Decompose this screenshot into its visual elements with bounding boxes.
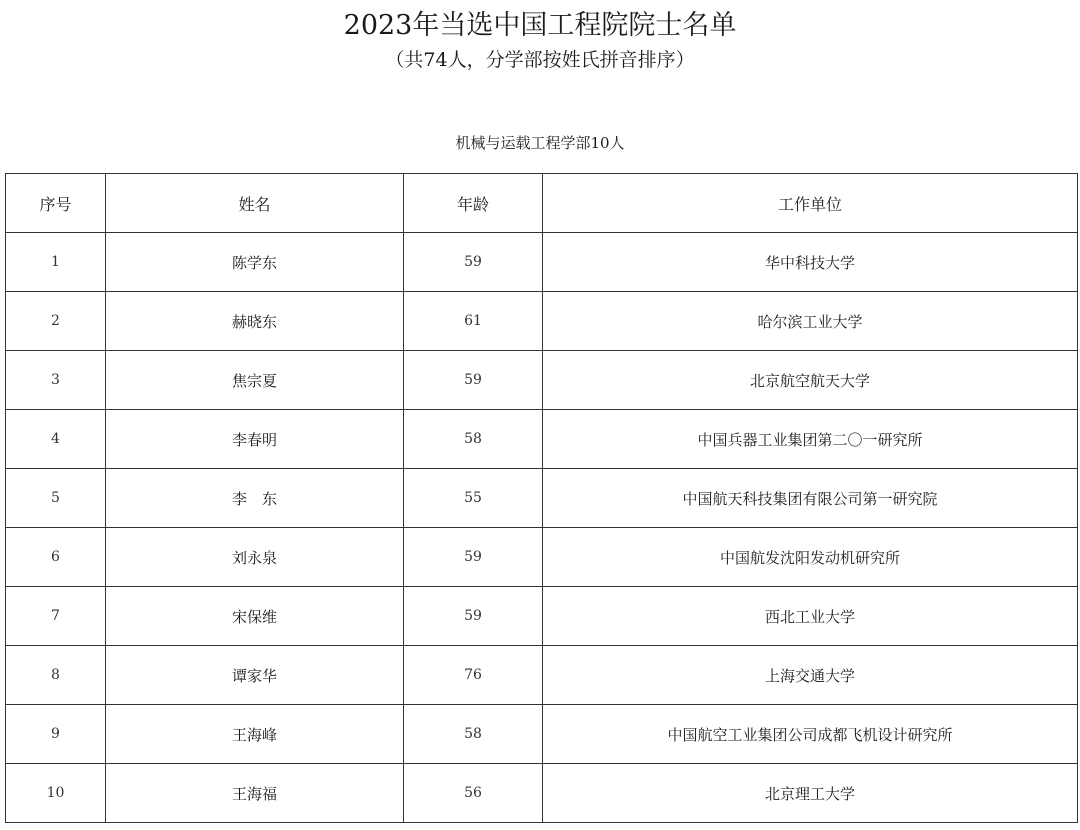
- row-affiliation: 北京理工大学: [543, 764, 1078, 823]
- table-row: [6, 705, 1078, 764]
- row-index: 2: [6, 292, 106, 351]
- table-row: [6, 233, 1078, 292]
- row-age: 55: [404, 469, 543, 528]
- row-name: 谭家华: [106, 646, 404, 705]
- header-index: 序号: [6, 174, 106, 233]
- row-name: 宋保维: [106, 587, 404, 646]
- row-affiliation: 西北工业大学: [543, 587, 1078, 646]
- row-affiliation: 中国航空工业集团公司成都飞机设计研究所: [543, 705, 1078, 764]
- row-index: 6: [6, 528, 106, 587]
- table-row: [6, 646, 1078, 705]
- row-name: 王海峰: [106, 705, 404, 764]
- row-affiliation: 华中科技大学: [543, 233, 1078, 292]
- table-row: [6, 528, 1078, 587]
- row-affiliation: 北京航空航天大学: [543, 351, 1078, 410]
- page-title: 2023年当选中国工程院院士名单: [343, 10, 737, 41]
- header-name: 姓名: [106, 174, 404, 233]
- row-name: 陈学东: [106, 233, 404, 292]
- row-affiliation: 中国兵器工业集团第二〇一研究所: [543, 410, 1078, 469]
- table-row: [6, 351, 1078, 410]
- row-age: 59: [404, 233, 543, 292]
- row-age: 58: [404, 410, 543, 469]
- row-affiliation: 哈尔滨工业大学: [543, 292, 1078, 351]
- table-row: [6, 292, 1078, 351]
- row-affiliation: 中国航发沈阳发动机研究所: [543, 528, 1078, 587]
- row-index: 4: [6, 410, 106, 469]
- row-age: 59: [404, 528, 543, 587]
- row-age: 56: [404, 764, 543, 823]
- header-age: 年龄: [404, 174, 543, 233]
- row-index: 8: [6, 646, 106, 705]
- row-name: 焦宗夏: [106, 351, 404, 410]
- row-index: 5: [6, 469, 106, 528]
- table-row: [6, 469, 1078, 528]
- table-row: [6, 764, 1078, 823]
- row-name: 王海福: [106, 764, 404, 823]
- row-index: 3: [6, 351, 106, 410]
- table-row: [6, 587, 1078, 646]
- row-age: 59: [404, 351, 543, 410]
- table-row: [6, 410, 1078, 469]
- row-affiliation: 中国航天科技集团有限公司第一研究院: [543, 469, 1078, 528]
- table-header-row: [6, 174, 1078, 233]
- academician-table: [5, 173, 1078, 823]
- row-age: 61: [404, 292, 543, 351]
- row-index: 9: [6, 705, 106, 764]
- section-heading: 机械与运载工程学部10人: [455, 134, 625, 152]
- row-index: 1: [6, 233, 106, 292]
- row-age: 59: [404, 587, 543, 646]
- row-affiliation: 上海交通大学: [543, 646, 1078, 705]
- header-affiliation: 工作单位: [543, 174, 1078, 233]
- page-subtitle: （共74人，分学部按姓氏拼音排序）: [385, 49, 695, 71]
- row-age: 76: [404, 646, 543, 705]
- row-index: 10: [6, 764, 106, 823]
- row-name: 李春明: [106, 410, 404, 469]
- row-name: 李 东: [106, 469, 404, 528]
- row-name: 刘永泉: [106, 528, 404, 587]
- row-age: 58: [404, 705, 543, 764]
- row-index: 7: [6, 587, 106, 646]
- row-name: 赫晓东: [106, 292, 404, 351]
